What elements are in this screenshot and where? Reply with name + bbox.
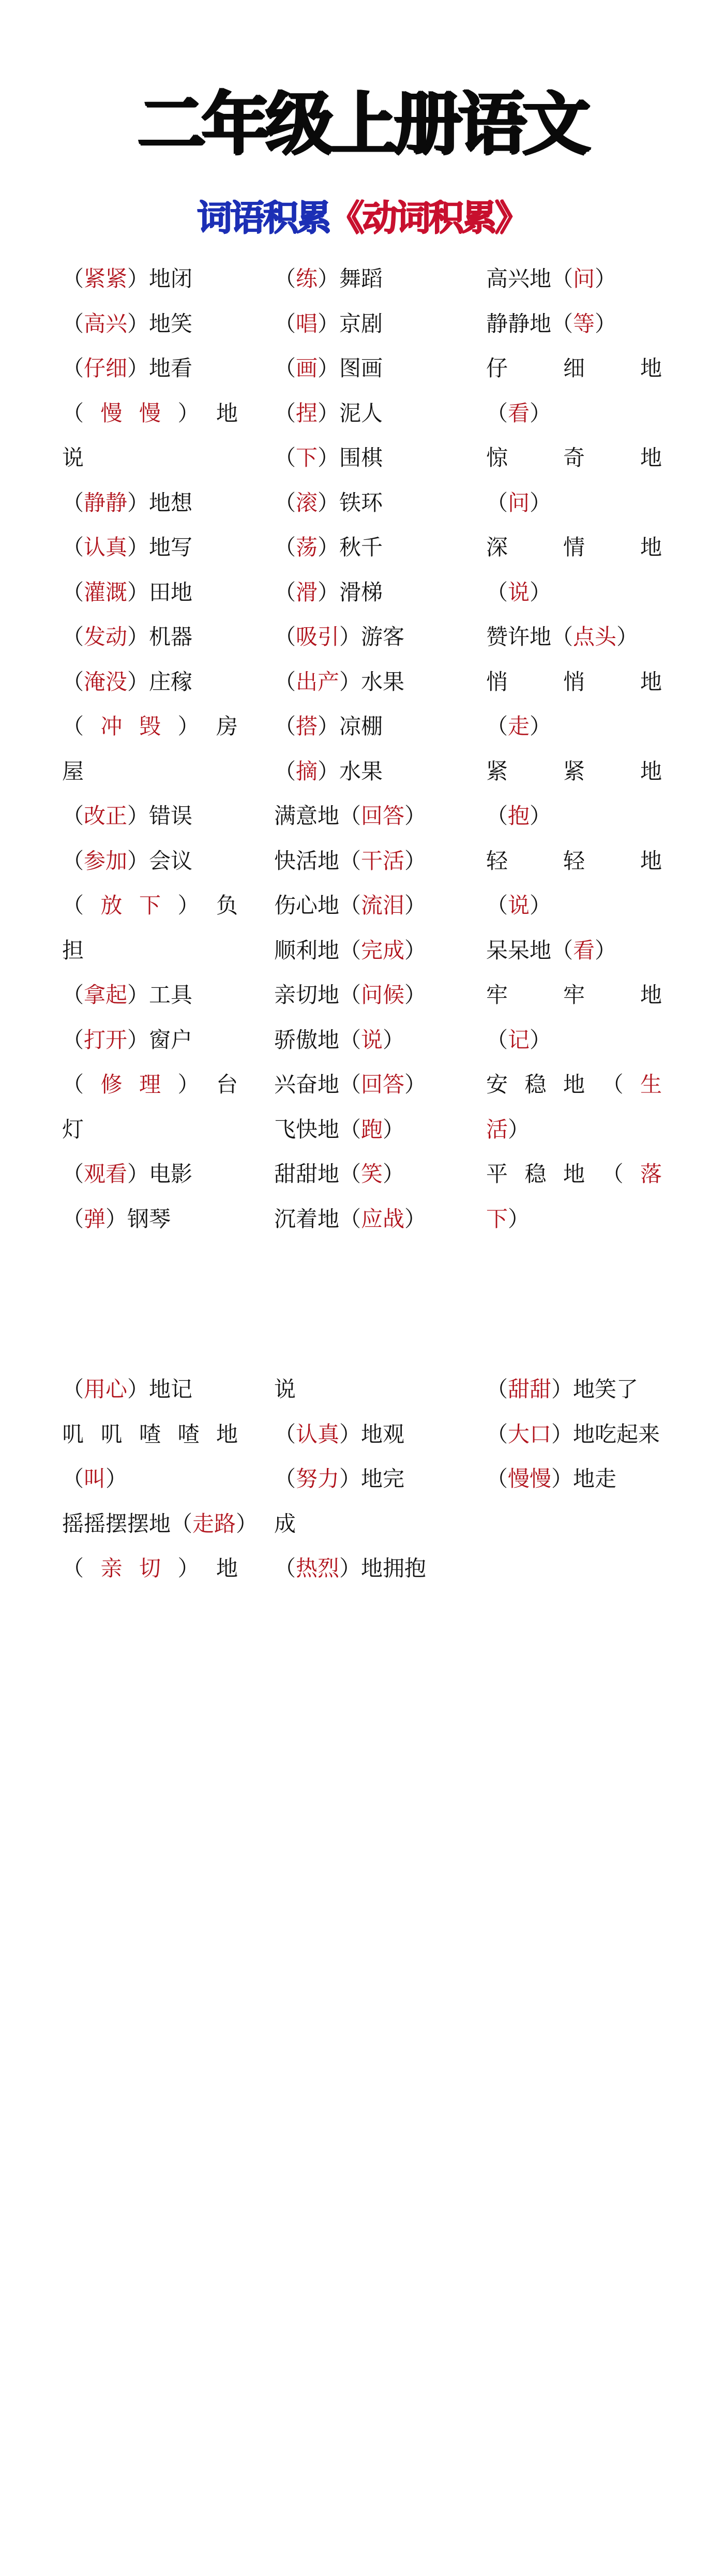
word-line xyxy=(486,346,662,391)
answer-word: 滚 xyxy=(296,490,318,515)
answer-word: 活 xyxy=(486,1116,508,1142)
word-line xyxy=(274,257,450,302)
word-line xyxy=(486,839,662,884)
word-text: 甜甜地（ xyxy=(274,1161,361,1187)
word-text: ） xyxy=(530,893,552,918)
answer-word: 灌溉 xyxy=(84,579,128,605)
answer-word: 说 xyxy=(508,893,530,918)
word-line xyxy=(486,436,662,481)
word-text: （ xyxy=(274,400,296,426)
word-text: ） xyxy=(530,579,552,605)
answer-word: 改正 xyxy=(84,803,128,828)
word-text: （ xyxy=(274,624,296,649)
word-line xyxy=(62,570,238,615)
word-text: ）地完 xyxy=(339,1466,405,1491)
column-3 xyxy=(486,1367,662,1502)
word-text: （ xyxy=(62,982,84,1008)
word-line xyxy=(486,391,662,436)
answer-word: 紧紧 xyxy=(84,266,128,291)
answer-word: 淹没 xyxy=(84,669,128,694)
word-line xyxy=(62,1152,238,1197)
word-text: （ xyxy=(62,1206,84,1232)
word-text: ）水果 xyxy=(339,669,405,694)
answer-word: 问候 xyxy=(361,982,405,1008)
word-line xyxy=(62,436,238,481)
word-text: ）地拥抱 xyxy=(339,1556,427,1581)
column-2 xyxy=(274,1367,450,1591)
answer-word: 点头 xyxy=(573,624,617,649)
word-text: （ xyxy=(486,1421,508,1447)
column-2 xyxy=(274,257,450,1241)
word-text: ）地走 xyxy=(551,1466,617,1491)
word-line xyxy=(62,1546,238,1591)
answer-word: 滑 xyxy=(296,579,318,605)
answer-word: 用心 xyxy=(84,1376,128,1402)
answer-word: 静静 xyxy=(84,490,128,515)
answer-word: 看 xyxy=(508,400,530,426)
answer-word: 观看 xyxy=(84,1161,128,1187)
word-line xyxy=(274,436,450,481)
word-text: （ xyxy=(274,310,296,336)
word-text: （ xyxy=(486,1376,508,1402)
word-text: （ xyxy=(62,1556,101,1581)
word-line xyxy=(274,973,450,1018)
word-line xyxy=(274,615,450,660)
word-line xyxy=(62,1457,238,1502)
word-text: （ xyxy=(62,490,84,515)
word-text: ） xyxy=(105,1466,128,1491)
word-text: （ xyxy=(62,803,84,828)
word-text: ） xyxy=(530,400,552,426)
word-line xyxy=(274,1152,450,1197)
word-line xyxy=(486,1107,662,1152)
word-text: 轻轻地 xyxy=(486,848,662,874)
word-line xyxy=(62,615,238,660)
answer-word: 荡 xyxy=(296,535,318,560)
answer-word: 走路 xyxy=(192,1511,236,1536)
word-line xyxy=(486,525,662,570)
word-text: （ xyxy=(62,310,84,336)
word-line xyxy=(62,839,238,884)
answer-word: 弹 xyxy=(84,1206,106,1232)
answer-word: 摘 xyxy=(296,758,318,784)
word-line xyxy=(62,973,238,1018)
word-line xyxy=(486,615,662,660)
word-line xyxy=(274,1018,450,1063)
word-text: 呆呆地（ xyxy=(486,937,574,963)
word-text: 悄悄地 xyxy=(486,669,662,694)
word-line xyxy=(274,794,450,839)
word-text: ） xyxy=(404,848,427,874)
word-text: ）钢琴 xyxy=(105,1206,171,1232)
word-text: （ xyxy=(274,1466,296,1491)
word-line xyxy=(62,704,238,749)
word-line xyxy=(62,1367,238,1412)
word-line xyxy=(486,481,662,526)
word-text: 担 xyxy=(62,937,84,963)
word-text: 摇摇摆摆地（ xyxy=(62,1511,193,1536)
answer-word: 叫 xyxy=(84,1466,106,1491)
word-text: ） xyxy=(383,1161,405,1187)
word-text: （ xyxy=(62,400,101,426)
word-text: ） xyxy=(616,624,639,649)
word-line xyxy=(274,1367,450,1412)
answer-word: 慢慢 xyxy=(100,400,178,426)
word-line xyxy=(62,302,238,347)
word-line xyxy=(62,1412,238,1457)
word-line xyxy=(274,1412,450,1457)
word-line xyxy=(486,883,662,928)
answer-word: 大口 xyxy=(508,1421,552,1447)
word-text: 静静地（ xyxy=(486,310,574,336)
word-text: 成 xyxy=(274,1511,296,1536)
word-text: （ xyxy=(486,1466,508,1491)
answer-word: 下 xyxy=(296,445,318,470)
column-1 xyxy=(62,257,238,1241)
word-text: ）地吃起来 xyxy=(551,1421,660,1447)
answer-word: 参加 xyxy=(84,848,128,874)
word-text: ）凉棚 xyxy=(318,714,383,739)
word-text: 平稳地（ xyxy=(486,1161,640,1187)
word-text: ） xyxy=(236,1511,258,1536)
answer-word: 搭 xyxy=(296,714,318,739)
word-line xyxy=(62,1062,238,1107)
word-line xyxy=(274,1197,450,1242)
word-text: 安稳地（ xyxy=(486,1072,640,1097)
answer-word: 仔细 xyxy=(84,356,128,381)
answer-word: 努力 xyxy=(296,1466,340,1491)
answer-word: 回答 xyxy=(361,1072,405,1097)
word-text: 满意地（ xyxy=(274,803,361,828)
word-text: ）铁环 xyxy=(318,490,383,515)
word-line xyxy=(486,928,662,973)
word-line xyxy=(486,1018,662,1063)
word-line xyxy=(486,973,662,1018)
word-text: （ xyxy=(62,1027,84,1053)
word-text: ）地观 xyxy=(339,1421,405,1447)
word-line xyxy=(486,1197,662,1242)
word-text: （ xyxy=(274,714,296,739)
word-line xyxy=(62,391,238,436)
answer-word: 冲毁 xyxy=(100,714,178,739)
word-text: ）田地 xyxy=(127,579,193,605)
word-text: ） xyxy=(404,982,427,1008)
word-text: 深情地 xyxy=(486,535,662,560)
word-text: （ xyxy=(486,400,508,426)
word-text: ）游客 xyxy=(339,624,405,649)
word-text: （ xyxy=(486,714,508,739)
word-line xyxy=(274,1502,450,1547)
word-text: ） xyxy=(404,803,427,828)
word-line xyxy=(62,883,238,928)
word-text: （ xyxy=(62,535,84,560)
word-text: （ xyxy=(62,579,84,605)
word-text: 说 xyxy=(62,445,84,470)
word-text: （ xyxy=(274,758,296,784)
word-text: 屋 xyxy=(62,758,84,784)
word-line xyxy=(274,749,450,794)
word-text: 顺利地（ xyxy=(274,937,361,963)
word-text: （ xyxy=(274,356,296,381)
word-text: ）台 xyxy=(177,1072,238,1097)
word-text: ）图画 xyxy=(318,356,383,381)
word-text: （ xyxy=(62,714,101,739)
word-line xyxy=(274,302,450,347)
answer-word: 记 xyxy=(508,1027,530,1053)
word-text: （ xyxy=(62,893,101,918)
word-line xyxy=(62,794,238,839)
word-text: ） xyxy=(404,893,427,918)
word-line xyxy=(486,1457,662,1502)
word-text: ）地笑了 xyxy=(551,1376,639,1402)
word-text: ） xyxy=(530,714,552,739)
word-line xyxy=(62,346,238,391)
word-text: ）京剧 xyxy=(318,310,383,336)
answer-word: 应战 xyxy=(361,1206,405,1232)
word-line xyxy=(486,1062,662,1107)
word-text: 惊奇地 xyxy=(486,445,662,470)
word-line xyxy=(274,1062,450,1107)
word-text: （ xyxy=(486,893,508,918)
answer-word: 走 xyxy=(508,714,530,739)
word-text: ）房 xyxy=(177,714,238,739)
answer-word: 修理 xyxy=(100,1072,178,1097)
word-line xyxy=(274,1546,450,1591)
answer-word: 甜甜 xyxy=(508,1376,552,1402)
word-text: 紧紧地 xyxy=(486,758,662,784)
word-text: （ xyxy=(62,669,84,694)
word-text: ） xyxy=(383,1116,405,1142)
word-text: （ xyxy=(62,1072,101,1097)
word-text: ）错误 xyxy=(127,803,193,828)
answer-word: 回答 xyxy=(361,803,405,828)
answer-word: 发动 xyxy=(84,624,128,649)
word-text: ） xyxy=(530,1027,552,1053)
word-line xyxy=(274,704,450,749)
word-line xyxy=(274,570,450,615)
answer-word: 跑 xyxy=(361,1116,383,1142)
word-text: ）机器 xyxy=(127,624,193,649)
word-text: （ xyxy=(62,266,84,291)
word-text: 高兴地（ xyxy=(486,266,574,291)
word-text: （ xyxy=(274,1421,296,1447)
answer-word: 完成 xyxy=(361,937,405,963)
column-1 xyxy=(62,1367,258,1591)
answer-word: 出产 xyxy=(296,669,340,694)
word-text: 伤心地（ xyxy=(274,893,361,918)
answer-word: 看 xyxy=(573,937,595,963)
answer-word: 干活 xyxy=(361,848,405,874)
answer-word: 下 xyxy=(486,1206,508,1232)
word-line xyxy=(62,525,238,570)
word-text: ） xyxy=(530,490,552,515)
word-line xyxy=(62,481,238,526)
word-line xyxy=(486,660,662,705)
word-text: （ xyxy=(486,579,508,605)
answer-word: 唱 xyxy=(296,310,318,336)
word-line xyxy=(62,928,238,973)
word-line xyxy=(274,883,450,928)
word-line xyxy=(486,1367,662,1412)
word-text: 飞快地（ xyxy=(274,1116,361,1142)
answer-word: 画 xyxy=(296,356,318,381)
word-text: 兴奋地（ xyxy=(274,1072,361,1097)
answer-word: 抱 xyxy=(508,803,530,828)
answer-word: 生 xyxy=(640,1072,662,1097)
word-line xyxy=(274,346,450,391)
answer-word: 认真 xyxy=(296,1421,340,1447)
word-line xyxy=(486,794,662,839)
word-text: ）水果 xyxy=(318,758,383,784)
word-text: ） xyxy=(404,937,427,963)
word-line xyxy=(274,1107,450,1152)
word-text: 沉着地（ xyxy=(274,1206,361,1232)
answer-word: 吸引 xyxy=(296,624,340,649)
answer-word: 慢慢 xyxy=(508,1466,552,1491)
answer-word: 拿起 xyxy=(84,982,128,1008)
answer-word: 认真 xyxy=(84,535,128,560)
word-text: （ xyxy=(62,356,84,381)
word-text: ）庄稼 xyxy=(127,669,193,694)
answer-word: 流泪 xyxy=(361,893,405,918)
word-text: ）围棋 xyxy=(318,445,383,470)
word-text: （ xyxy=(486,803,508,828)
word-text: ）电影 xyxy=(127,1161,193,1187)
word-line xyxy=(274,391,450,436)
word-line xyxy=(62,749,238,794)
word-text: （ xyxy=(62,1466,84,1491)
word-text: ） xyxy=(404,1206,427,1232)
word-line xyxy=(274,525,450,570)
answer-word: 等 xyxy=(573,310,595,336)
word-text: ）地闭 xyxy=(127,266,193,291)
word-text: ）地想 xyxy=(127,490,193,515)
answer-word: 说 xyxy=(508,579,530,605)
word-text: ） xyxy=(404,1072,427,1097)
word-line xyxy=(486,302,662,347)
word-text: ）工具 xyxy=(127,982,193,1008)
word-text: ）舞蹈 xyxy=(318,266,383,291)
word-text: ） xyxy=(595,937,617,963)
word-line xyxy=(486,1412,662,1457)
word-text: ） xyxy=(508,1206,530,1232)
word-text: ）地 xyxy=(177,400,238,426)
answer-word: 笑 xyxy=(361,1161,383,1187)
word-line xyxy=(62,660,238,705)
word-text: ）会议 xyxy=(127,848,193,874)
word-line xyxy=(62,257,238,302)
word-text: （ xyxy=(62,1161,84,1187)
word-text: ） xyxy=(595,310,617,336)
word-text: （ xyxy=(274,535,296,560)
word-line xyxy=(62,1107,238,1152)
word-text: 叽叽喳喳地 xyxy=(62,1421,238,1447)
word-text: （ xyxy=(274,445,296,470)
answer-word: 问 xyxy=(508,490,530,515)
answer-word: 放下 xyxy=(100,893,178,918)
word-text: 快活地（ xyxy=(274,848,361,874)
word-text: ）地记 xyxy=(127,1376,193,1402)
word-line xyxy=(274,928,450,973)
word-text: （ xyxy=(274,490,296,515)
page-subtitle xyxy=(0,199,724,238)
word-text: ）负 xyxy=(177,893,238,918)
answer-word: 练 xyxy=(296,266,318,291)
word-text: ）地笑 xyxy=(127,310,193,336)
word-line xyxy=(486,749,662,794)
subtitle-label: 词语积累 xyxy=(196,198,329,239)
word-line xyxy=(62,1502,258,1547)
word-text: 亲切地（ xyxy=(274,982,361,1008)
word-text: （ xyxy=(274,266,296,291)
word-text: 说 xyxy=(274,1376,296,1402)
word-text: ）窗户 xyxy=(127,1027,193,1053)
word-text: （ xyxy=(62,1376,84,1402)
word-text: ） xyxy=(508,1116,530,1142)
word-text: （ xyxy=(62,624,84,649)
word-text: （ xyxy=(274,669,296,694)
word-text: ）地写 xyxy=(127,535,193,560)
word-line xyxy=(486,704,662,749)
word-line xyxy=(62,1197,238,1242)
word-text: （ xyxy=(274,579,296,605)
word-text: 仔细地 xyxy=(486,356,662,381)
answer-word: 亲切 xyxy=(100,1556,178,1581)
word-line xyxy=(274,660,450,705)
word-line xyxy=(274,839,450,884)
answer-word: 捏 xyxy=(296,400,318,426)
word-line xyxy=(486,1152,662,1197)
word-line xyxy=(274,1457,450,1502)
word-text: 灯 xyxy=(62,1116,84,1142)
word-line xyxy=(486,570,662,615)
answer-word: 热烈 xyxy=(296,1556,340,1581)
column-3 xyxy=(486,257,662,1241)
word-text: （ xyxy=(486,490,508,515)
word-line xyxy=(486,257,662,302)
word-text: 牢牢地 xyxy=(486,982,662,1008)
subtitle-book-title: 《动词积累》 xyxy=(329,198,528,239)
page-title: 二年级上册语文 xyxy=(138,84,586,164)
word-text: ）泥人 xyxy=(318,400,383,426)
answer-word: 打开 xyxy=(84,1027,128,1053)
word-text: ） xyxy=(383,1027,405,1053)
word-text: （ xyxy=(274,1556,296,1581)
word-text: ）秋千 xyxy=(318,535,383,560)
word-text: （ xyxy=(62,848,84,874)
answer-word: 问 xyxy=(573,266,595,291)
word-text: 骄傲地（ xyxy=(274,1027,361,1053)
word-line xyxy=(62,1018,238,1063)
word-text: ）滑梯 xyxy=(318,579,383,605)
word-text: ） xyxy=(595,266,617,291)
answer-word: 高兴 xyxy=(84,310,128,336)
word-text: ） xyxy=(530,803,552,828)
word-text: ）地 xyxy=(177,1556,238,1581)
answer-word: 落 xyxy=(640,1161,662,1187)
word-text: （ xyxy=(486,1027,508,1053)
answer-word: 说 xyxy=(361,1027,383,1053)
word-text: ）地看 xyxy=(127,356,193,381)
word-text: 赞许地（ xyxy=(486,624,574,649)
word-line xyxy=(274,481,450,526)
